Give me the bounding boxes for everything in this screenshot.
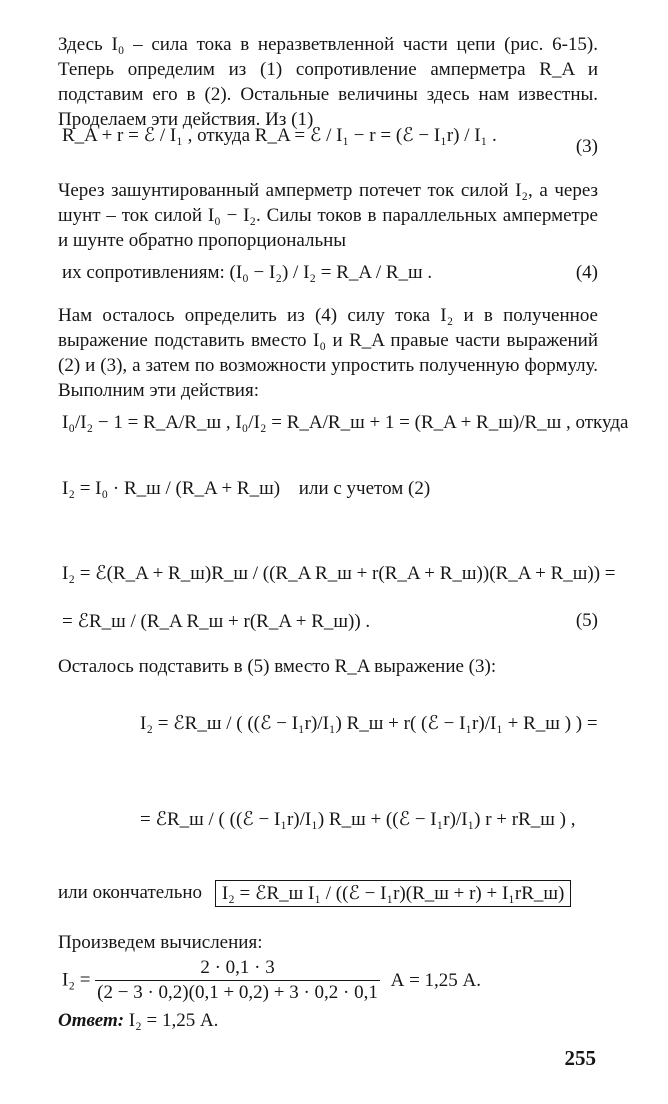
eq3-lhs: R_A + r = ℰ / I₁ [62, 125, 183, 146]
eq6-line2: = ℰR_ш / ( ((ℰ − I₁r)/I₁) R_ш + ((ℰ − I₁r)/I₁) r + rR_ш ) , [140, 809, 576, 830]
answer-label: Ответ: [58, 1010, 125, 1031]
final-formula: I₂ = ℰR_ш I₁ / ((ℰ − I₁r)(R_ш + r) + I₁rR_ш) [221, 883, 565, 904]
calc-denominator: (2 − 3 · 0,2)(0,1 + 0,2) + 3 · 0,2 · 0,1 [97, 982, 378, 1003]
paragraph-substitute [58, 654, 598, 679]
answer-text: I₂ = 1,25 А. [128, 1010, 219, 1031]
calc-fraction [95, 956, 380, 1005]
final-word: или окончательно [58, 881, 203, 903]
page-number: 255 [564, 1046, 596, 1070]
answer-row [58, 1010, 218, 1032]
equation-5-line1 [62, 562, 616, 585]
paragraph-plan [58, 303, 598, 403]
equation-step2 [62, 478, 430, 500]
step2-expr: I₂ = I₀ · R_ш / (R_A + R_ш) [62, 478, 281, 499]
paragraph-compute-text: Произведем вычисления: [58, 932, 263, 953]
calc-numerator: 2 · 0,1 · 3 [95, 956, 380, 981]
equation-step1 [62, 412, 628, 434]
eq5-line2: = ℰR_ш / (R_A R_ш + r(R_A + R_ш)) . [62, 611, 371, 632]
paragraph-shunt [58, 178, 598, 253]
calculation [62, 956, 481, 1005]
eq6-line1: I₂ = ℰR_ш / ( ((ℰ − I₁r)/I₁) R_ш + r( (ℰ − I₁r)/I₁ + R_ш ) ) = [140, 713, 598, 734]
step1-expr: I₀/I₂ − 1 = R_A/R_ш , I₀/I₂ = R_A/R_ш + 1 = (R_A + R_ш)/R_ш [62, 412, 562, 433]
eq3-word: , откуда [187, 125, 251, 146]
paragraph-plan-text: Нам осталось определить из (4) силу тока I₂ и в полученное выражение подставить вместо I₀ и R_A правые части выражений (2) и (3), а затем по возможности упростить полученную формулу. Выполним эти действия: [58, 305, 598, 401]
eq5-line1: I₂ = ℰ(R_A + R_ш)R_ш / ((R_A R_ш + r(R_A + R_ш))(R_A + R_ш)) = [62, 563, 616, 584]
final-formula-row [58, 880, 571, 907]
paragraph-substitute-text: Осталось подставить в (5) вместо R_A выражение (3): [58, 656, 497, 677]
equation-5-line2 [62, 610, 370, 633]
step2-word: или с учетом (2) [298, 478, 431, 499]
final-formula-box [215, 880, 572, 907]
paragraph-intro [58, 32, 598, 132]
eq4-number: (4) [575, 262, 598, 283]
calc-lhs: I₂ = [62, 969, 91, 991]
eq4-prefix: их сопротивлениям: [62, 262, 225, 283]
step1-word: , откуда [566, 412, 629, 433]
eq4-expr: (I₀ − I₂) / I₂ = R_A / R_ш . [229, 262, 433, 283]
eq3-rhs: R_A = ℰ / I₁ − r = (ℰ − I₁r) / I₁ . [254, 125, 497, 146]
equation-6-line1 [140, 712, 598, 735]
calc-rhs: А = 1,25 А. [390, 969, 482, 991]
eq5-number: (5) [575, 610, 598, 631]
equation-3 [62, 124, 497, 147]
eq3-number: (3) [575, 136, 598, 157]
paragraph-intro-text: Здесь I₀ – сила тока в неразветвленной части цепи (рис. 6-15). Теперь определим из (1) сопротивление амперметра R_A и подставим его в (2). Остальные величины здесь нам известны. Проделаем эти действия. Из (1) [58, 34, 598, 130]
equation-4 [62, 262, 432, 284]
equation-6-line2 [140, 808, 575, 831]
paragraph-compute [58, 930, 598, 955]
paragraph-shunt-text: Через зашунтированный амперметр потечет ток силой I₂, а через шунт – ток силой I₀ − I₂. Силы токов в параллельных амперметре и шунте обратно пропорциональны [58, 180, 598, 251]
